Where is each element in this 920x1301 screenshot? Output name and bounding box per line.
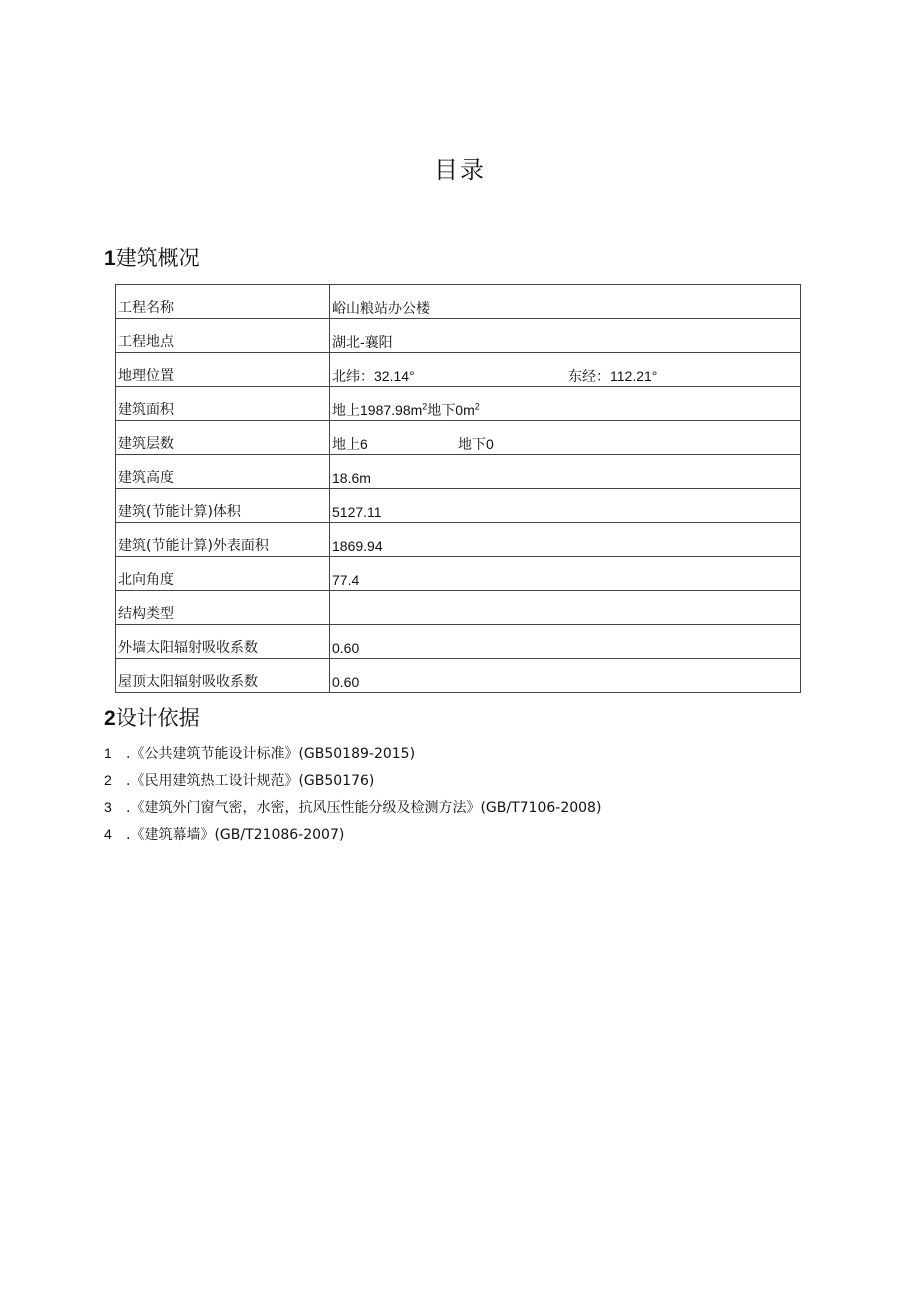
row-label: 外墙太阳辐射吸收系数 — [116, 625, 330, 659]
row-value: 77.4 — [330, 557, 801, 591]
list-text: .《建筑外门窗气密，水密，抗风压性能分级及检测方法》(GB/T7106-2008) — [126, 800, 602, 816]
row-value-floors — [330, 421, 801, 455]
row-value: 1869.94 — [330, 523, 801, 557]
above-ground-area: 地上1987.98m — [332, 402, 423, 418]
table-row — [116, 489, 801, 523]
section-title: 设计依据 — [115, 706, 200, 730]
list-text: .《公共建筑节能设计标准》(GB50189-2015) — [126, 746, 416, 762]
section-title: 建筑概况 — [115, 246, 200, 270]
row-value: 湖北-襄阳 — [330, 319, 801, 353]
page-title: 目录 — [434, 156, 486, 184]
row-label: 结构类型 — [116, 591, 330, 625]
row-value: 5127.11 — [330, 489, 801, 523]
section-heading-building-overview — [104, 242, 200, 272]
row-label: 工程名称 — [116, 285, 330, 319]
list-text: .《民用建筑热工设计规范》(GB50176) — [126, 773, 375, 789]
row-label: 建筑层数 — [116, 421, 330, 455]
list-index: 1 — [104, 745, 112, 761]
row-value: 18.6m — [330, 455, 801, 489]
table-row — [116, 285, 801, 319]
section-number: 1 — [104, 247, 116, 270]
row-label: 建筑面积 — [116, 387, 330, 421]
floors-above: 地上6 — [332, 436, 368, 452]
row-label: 建筑(节能计算)外表面积 — [116, 523, 330, 557]
table-row — [116, 591, 801, 625]
table-row — [116, 387, 801, 421]
row-value — [330, 591, 801, 625]
table-row — [116, 455, 801, 489]
area-unit-sup: 2 — [422, 401, 428, 412]
row-value-area — [330, 387, 801, 421]
list-item — [104, 821, 601, 848]
list-index: 2 — [104, 772, 112, 788]
section-heading-design-basis — [104, 702, 200, 732]
table-row — [116, 557, 801, 591]
list-text: .《建筑幕墙》(GB/T21086-2007) — [126, 827, 345, 843]
table-row — [116, 353, 801, 387]
list-item — [104, 794, 601, 821]
row-label: 建筑高度 — [116, 455, 330, 489]
row-label: 地理位置 — [116, 353, 330, 387]
list-index: 3 — [104, 799, 112, 815]
row-value: 0.60 — [330, 625, 801, 659]
floors-below: 地下0 — [458, 436, 494, 452]
table-row — [116, 523, 801, 557]
section-number: 2 — [104, 707, 116, 730]
row-label: 北向角度 — [116, 557, 330, 591]
area-unit-sup: 2 — [474, 401, 480, 412]
design-basis-list — [104, 740, 601, 848]
below-ground-area: 地下0m — [427, 402, 475, 418]
latitude: 北纬：32.14° — [332, 368, 415, 384]
list-item — [104, 740, 601, 767]
longitude: 东经：112.21° — [568, 368, 658, 384]
table-row — [116, 625, 801, 659]
row-label: 屋顶太阳辐射吸收系数 — [116, 659, 330, 693]
building-overview-table — [115, 284, 801, 693]
row-value: 峪山粮站办公楼 — [330, 285, 801, 319]
table-row — [116, 319, 801, 353]
row-value: 0.60 — [330, 659, 801, 693]
list-index: 4 — [104, 826, 112, 842]
row-label: 工程地点 — [116, 319, 330, 353]
row-value-location — [330, 353, 801, 387]
table-row — [116, 421, 801, 455]
row-label: 建筑(节能计算)体积 — [116, 489, 330, 523]
table-row — [116, 659, 801, 693]
list-item — [104, 767, 601, 794]
